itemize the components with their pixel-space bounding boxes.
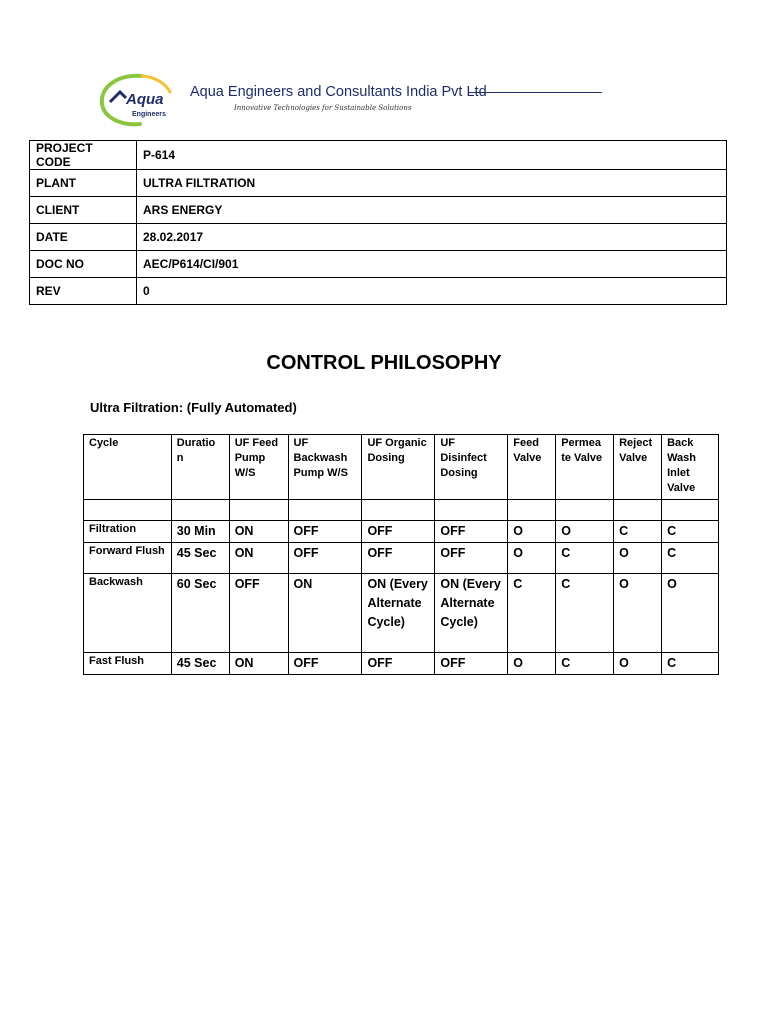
info-value: AEC/P614/CI/901 (137, 251, 727, 278)
info-value: ARS ENERGY (137, 197, 727, 224)
table-cell: O (614, 653, 662, 675)
table-cell: OFF (435, 521, 508, 543)
table-row (84, 653, 719, 675)
table-cell: OFF (288, 653, 362, 675)
table-cell: OFF (229, 574, 288, 653)
table-cell: C (556, 574, 614, 653)
table-cell: OFF (362, 653, 435, 675)
table-cell: 45 Sec (171, 653, 229, 675)
info-row (30, 141, 727, 170)
table-row (84, 543, 719, 574)
table-cell: C (662, 543, 719, 574)
table-cell: ON (Every Alternate Cycle) (362, 574, 435, 653)
column-header: Duratio n (171, 435, 229, 500)
info-row (30, 197, 727, 224)
table-header-row (84, 435, 719, 500)
info-key: PLANT (30, 170, 137, 197)
info-row (30, 278, 727, 305)
table-cell: C (614, 521, 662, 543)
table-cell: C (508, 574, 556, 653)
table-cell: OFF (288, 521, 362, 543)
info-value: 0 (137, 278, 727, 305)
document-title: CONTROL PHILOSOPHY (266, 352, 502, 374)
column-header: UF Disinfect Dosing (435, 435, 508, 500)
cycle-cell: Filtration (84, 521, 172, 543)
info-key: DATE (30, 224, 137, 251)
info-key: REV (30, 278, 137, 305)
table-cell: C (662, 521, 719, 543)
header-rule (468, 92, 602, 93)
table-cell: ON (229, 521, 288, 543)
table-cell: ON (288, 574, 362, 653)
company-name: Aqua Engineers and Consultants India Pvt Ltd (190, 84, 487, 100)
table-cell: O (508, 653, 556, 675)
table-cell: OFF (362, 521, 435, 543)
info-key: PROJECT CODE (30, 141, 137, 170)
table-cell: ON (229, 543, 288, 574)
logo-subtext: Engineers (132, 111, 166, 118)
column-header: UF Feed Pump W/S (229, 435, 288, 500)
table-cell: 45 Sec (171, 543, 229, 574)
info-value: ULTRA FILTRATION (137, 170, 727, 197)
table-row (84, 521, 719, 543)
aqua-logo-icon (96, 72, 182, 128)
section-title: Ultra Filtration: (Fully Automated) (90, 400, 297, 415)
column-header: Back Wash Inlet Valve (662, 435, 719, 500)
table-cell: ON (229, 653, 288, 675)
info-key: DOC NO (30, 251, 137, 278)
info-value: P-614 (137, 141, 727, 170)
column-header: Feed Valve (508, 435, 556, 500)
table-cell: ON (Every Alternate Cycle) (435, 574, 508, 653)
table-cell: OFF (435, 543, 508, 574)
table-cell: 30 Min (171, 521, 229, 543)
table-cell: O (556, 521, 614, 543)
control-philosophy-table (83, 434, 719, 675)
column-header: UF Organic Dosing (362, 435, 435, 500)
table-cell: O (508, 521, 556, 543)
table-cell: O (614, 543, 662, 574)
table-cell: C (556, 653, 614, 675)
company-header (96, 72, 616, 132)
logo-text: Aqua (126, 91, 164, 108)
cycle-cell: Backwash (84, 574, 172, 653)
column-header: Cycle (84, 435, 172, 500)
table-cell: O (662, 574, 719, 653)
table-cell: OFF (435, 653, 508, 675)
table-cell: OFF (288, 543, 362, 574)
column-header: UF Backwash Pump W/S (288, 435, 362, 500)
info-row (30, 224, 727, 251)
cycle-cell: Forward Flush (84, 543, 172, 574)
table-cell: O (508, 543, 556, 574)
table-row (84, 574, 719, 653)
blank-row (84, 500, 719, 521)
info-key: CLIENT (30, 197, 137, 224)
table-cell: C (556, 543, 614, 574)
table-cell: C (662, 653, 719, 675)
table-cell: 60 Sec (171, 574, 229, 653)
info-row (30, 170, 727, 197)
info-value: 28.02.2017 (137, 224, 727, 251)
column-header: Permea te Valve (556, 435, 614, 500)
column-header: Reject Valve (614, 435, 662, 500)
company-tagline: Innovative Technologies for Sustainable Solutions (234, 104, 412, 112)
project-info-table (29, 140, 727, 305)
cycle-cell: Fast Flush (84, 653, 172, 675)
table-cell: O (614, 574, 662, 653)
info-row (30, 251, 727, 278)
table-cell: OFF (362, 543, 435, 574)
